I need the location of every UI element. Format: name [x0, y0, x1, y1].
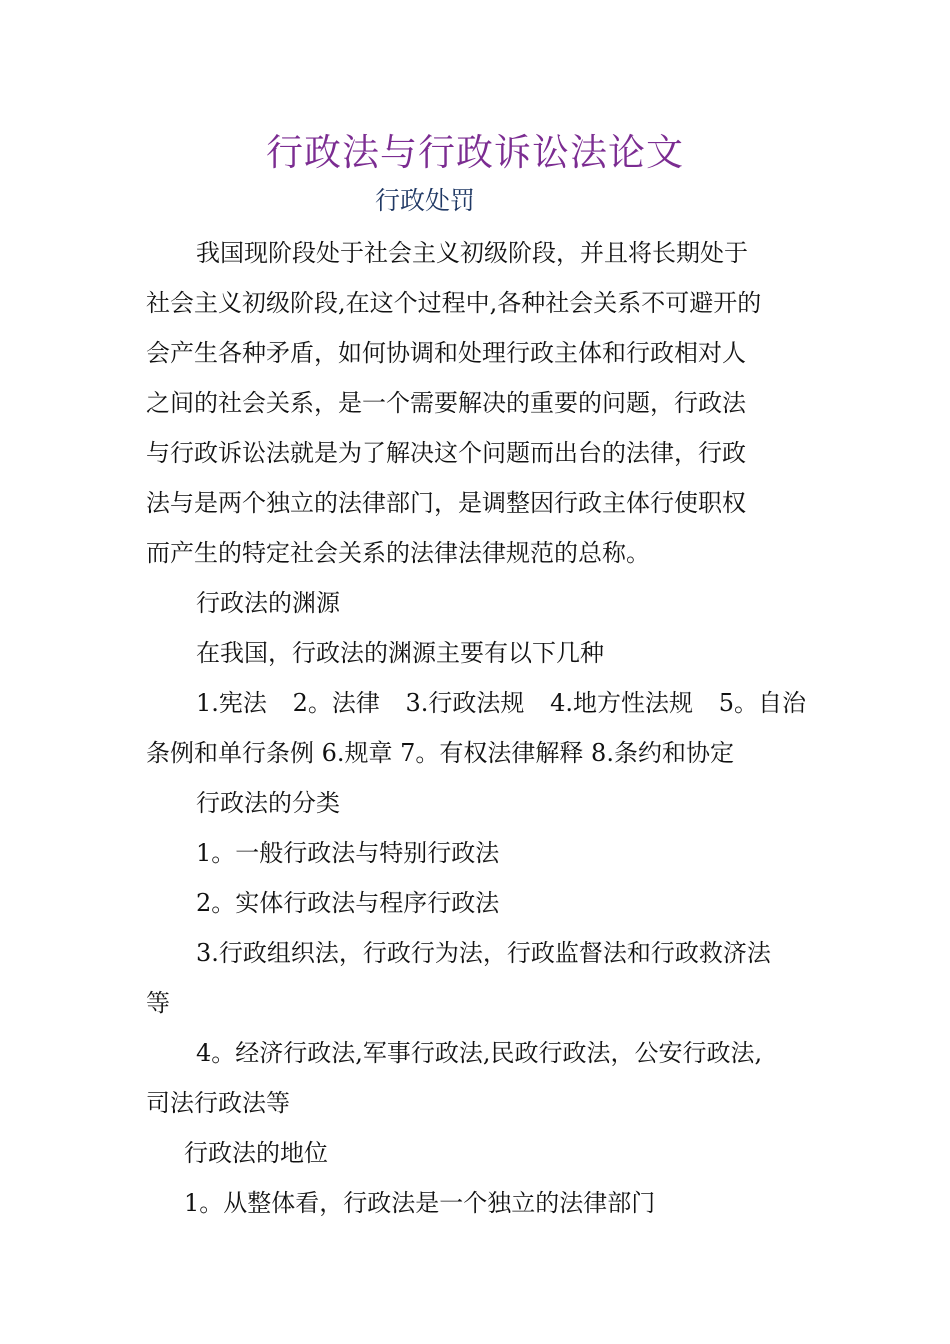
sources-list-line	[146, 678, 806, 728]
source-item: 4.地方性法规	[550, 689, 694, 717]
source-item: 2。法律	[292, 689, 380, 717]
intro-line: 而产生的特定社会关系的法律法律规范的总称。	[146, 539, 650, 567]
intro-line: 与行政诉讼法就是为了解决这个问题而出台的法律，行政	[146, 439, 746, 467]
document-title: 行政法与行政诉讼法论文	[266, 131, 684, 174]
intro-line: 我国现阶段处于社会主义初级阶段，并且将长期处于	[196, 239, 748, 267]
section-heading-classification: 行政法的分类	[196, 789, 340, 817]
classification-item-continuation: 司法行政法等	[146, 1089, 290, 1117]
classification-item: 1。一般行政法与特别行政法	[196, 839, 500, 867]
sources-intro: 在我国，行政法的渊源主要有以下几种	[196, 639, 604, 667]
section-heading-sources: 行政法的渊源	[196, 589, 340, 617]
source-item: 3.行政法规	[405, 689, 525, 717]
classification-item: 4。经济行政法,军事行政法,民政行政法，公安行政法,	[196, 1039, 763, 1067]
document-body	[146, 228, 806, 1228]
sources-list-line: 条例和单行条例 6.规章 7。有权法律解释 8.条约和协定	[146, 739, 734, 767]
section-heading-status: 行政法的地位	[184, 1139, 328, 1167]
source-item: 1.宪法	[196, 689, 267, 717]
classification-item-continuation: 等	[146, 989, 170, 1017]
status-item: 1。从整体看，行政法是一个独立的法律部门	[184, 1189, 656, 1217]
classification-item: 3.行政组织法，行政行为法，行政监督法和行政救济法	[196, 939, 771, 967]
intro-line: 社会主义初级阶段,在这个过程中,各种社会关系不可避开的	[146, 289, 762, 317]
intro-line: 法与是两个独立的法律部门，是调整因行政主体行使职权	[146, 489, 746, 517]
document-subtitle: 行政处罚	[375, 186, 476, 215]
classification-item: 2。实体行政法与程序行政法	[196, 889, 500, 917]
source-item: 5。自治	[718, 689, 806, 717]
intro-line: 会产生各种矛盾，如何协调和处理行政主体和行政相对人	[146, 339, 746, 367]
intro-line: 之间的社会关系，是一个需要解决的重要的问题，行政法	[146, 389, 746, 417]
